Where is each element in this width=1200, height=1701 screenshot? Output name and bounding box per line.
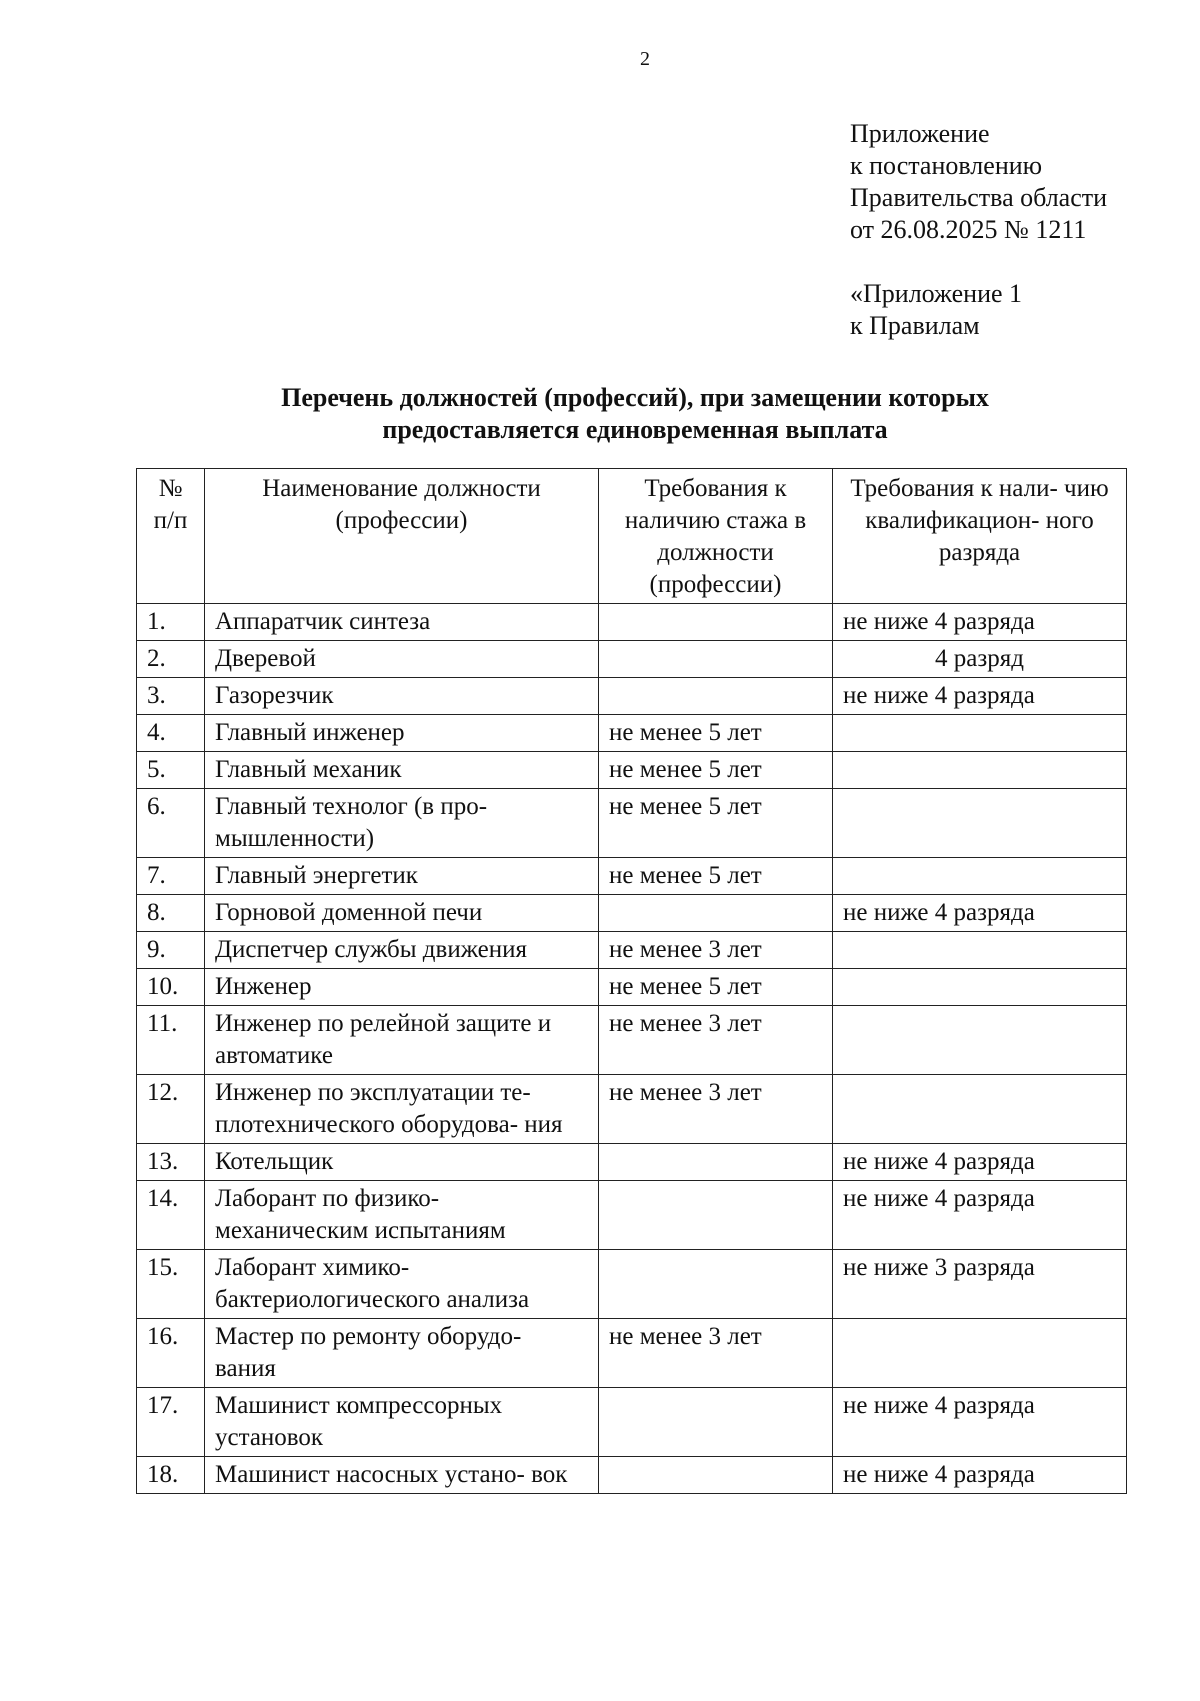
- appendix-line: Приложение: [850, 119, 990, 148]
- table-row: [137, 858, 1127, 895]
- cell-experience: [599, 641, 833, 678]
- table-row: [137, 715, 1127, 752]
- cell-experience: [599, 678, 833, 715]
- table-row: [137, 1319, 1127, 1388]
- cell-num: 3.: [137, 678, 205, 715]
- cell-experience: [599, 1144, 833, 1181]
- cell-experience: [599, 895, 833, 932]
- cell-qualification: не ниже 4 разряда: [833, 1457, 1127, 1494]
- table-row: [137, 1075, 1127, 1144]
- cell-qualification: 4 разряд: [833, 641, 1127, 678]
- cell-num: 18.: [137, 1457, 205, 1494]
- cell-qualification: [833, 752, 1127, 789]
- table-body: [137, 604, 1127, 1494]
- table-row: [137, 604, 1127, 641]
- cell-num: 15.: [137, 1250, 205, 1319]
- table-row: [137, 678, 1127, 715]
- cell-qualification: [833, 969, 1127, 1006]
- appendix-gap: [850, 246, 1107, 278]
- appendix-line: Правительства области: [850, 183, 1108, 212]
- cell-name: Мастер по ремонту оборудо- вания: [205, 1319, 599, 1388]
- cell-qualification: не ниже 4 разряда: [833, 604, 1127, 641]
- cell-num: 1.: [137, 604, 205, 641]
- cell-qualification: [833, 858, 1127, 895]
- cell-num: 16.: [137, 1319, 205, 1388]
- table-row: [137, 1457, 1127, 1494]
- cell-experience: не менее 5 лет: [599, 789, 833, 858]
- appendix-line: от 26.08.2025 № 1211: [850, 215, 1087, 244]
- table-row: [137, 969, 1127, 1006]
- cell-qualification: не ниже 3 разряда: [833, 1250, 1127, 1319]
- cell-num: 13.: [137, 1144, 205, 1181]
- document-title-line: Перечень должностей (профессий), при замещении которых: [281, 383, 989, 412]
- table-row: [137, 1388, 1127, 1457]
- cell-num: 6.: [137, 789, 205, 858]
- cell-num: 11.: [137, 1006, 205, 1075]
- cell-name: Инженер по эксплуатации те- плотехнического оборудова- ния: [205, 1075, 599, 1144]
- cell-name: Машинист компрессорных установок: [205, 1388, 599, 1457]
- cell-experience: [599, 1181, 833, 1250]
- document-title-line: предоставляется единовременная выплата: [382, 415, 888, 444]
- cell-name: Диспетчер службы движения: [205, 932, 599, 969]
- appendix-sub-line: к Правилам: [850, 311, 980, 340]
- cell-qualification: не ниже 4 разряда: [833, 1181, 1127, 1250]
- cell-name: Котельщик: [205, 1144, 599, 1181]
- cell-name: Главный технолог (в про- мышленности): [205, 789, 599, 858]
- cell-experience: [599, 1457, 833, 1494]
- table-row: [137, 1006, 1127, 1075]
- cell-num: 9.: [137, 932, 205, 969]
- cell-qualification: не ниже 4 разряда: [833, 1144, 1127, 1181]
- cell-num: 17.: [137, 1388, 205, 1457]
- cell-name: Главный механик: [205, 752, 599, 789]
- table-row: [137, 789, 1127, 858]
- cell-qualification: не ниже 4 разряда: [833, 895, 1127, 932]
- cell-num: 4.: [137, 715, 205, 752]
- cell-qualification: не ниже 4 разряда: [833, 1388, 1127, 1457]
- document-title: [135, 382, 1135, 446]
- cell-qualification: [833, 1319, 1127, 1388]
- header-qualification: Требования к нали- чию квалификацион- ного разряда: [833, 469, 1127, 604]
- cell-experience: не менее 3 лет: [599, 1319, 833, 1388]
- cell-num: 10.: [137, 969, 205, 1006]
- table-row: [137, 1181, 1127, 1250]
- positions-table: [136, 468, 1127, 1494]
- cell-qualification: [833, 789, 1127, 858]
- table-row: [137, 1144, 1127, 1181]
- cell-experience: не менее 3 лет: [599, 932, 833, 969]
- cell-name: Аппаратчик синтеза: [205, 604, 599, 641]
- cell-name: Лаборант химико- бактериологического анализа: [205, 1250, 599, 1319]
- cell-experience: не менее 5 лет: [599, 752, 833, 789]
- cell-num: 5.: [137, 752, 205, 789]
- cell-experience: [599, 1250, 833, 1319]
- page-number: 2: [640, 48, 650, 70]
- cell-experience: [599, 1388, 833, 1457]
- cell-experience: не менее 3 лет: [599, 1006, 833, 1075]
- cell-name: Машинист насосных устано- вок: [205, 1457, 599, 1494]
- cell-experience: не менее 5 лет: [599, 715, 833, 752]
- cell-name: Дверевой: [205, 641, 599, 678]
- cell-num: 2.: [137, 641, 205, 678]
- table-row: [137, 932, 1127, 969]
- header-name: Наименование должности (профессии): [205, 469, 599, 604]
- header-experience: Требования к наличию стажа в должности (профессии): [599, 469, 833, 604]
- cell-qualification: не ниже 4 разряда: [833, 678, 1127, 715]
- cell-qualification: [833, 1006, 1127, 1075]
- cell-name: Лаборант по физико- механическим испытаниям: [205, 1181, 599, 1250]
- cell-num: 12.: [137, 1075, 205, 1144]
- cell-experience: [599, 604, 833, 641]
- cell-name: Газорезчик: [205, 678, 599, 715]
- cell-qualification: [833, 1075, 1127, 1144]
- cell-num: 8.: [137, 895, 205, 932]
- table-row: [137, 752, 1127, 789]
- cell-name: Инженер: [205, 969, 599, 1006]
- cell-name: Главный энергетик: [205, 858, 599, 895]
- cell-qualification: [833, 715, 1127, 752]
- table-row: [137, 895, 1127, 932]
- appendix-block: [850, 118, 1107, 342]
- appendix-line: к постановлению: [850, 151, 1043, 180]
- header-num: № п/п: [137, 469, 205, 604]
- table-row: [137, 1250, 1127, 1319]
- cell-num: 7.: [137, 858, 205, 895]
- cell-qualification: [833, 932, 1127, 969]
- cell-experience: не менее 5 лет: [599, 969, 833, 1006]
- cell-name: Инженер по релейной защите и автоматике: [205, 1006, 599, 1075]
- cell-experience: не менее 3 лет: [599, 1075, 833, 1144]
- cell-num: 14.: [137, 1181, 205, 1250]
- cell-name: Главный инженер: [205, 715, 599, 752]
- table-row: [137, 641, 1127, 678]
- table-header-row: [137, 469, 1127, 604]
- appendix-sub-line: «Приложение 1: [850, 279, 1023, 308]
- cell-experience: не менее 5 лет: [599, 858, 833, 895]
- cell-name: Горновой доменной печи: [205, 895, 599, 932]
